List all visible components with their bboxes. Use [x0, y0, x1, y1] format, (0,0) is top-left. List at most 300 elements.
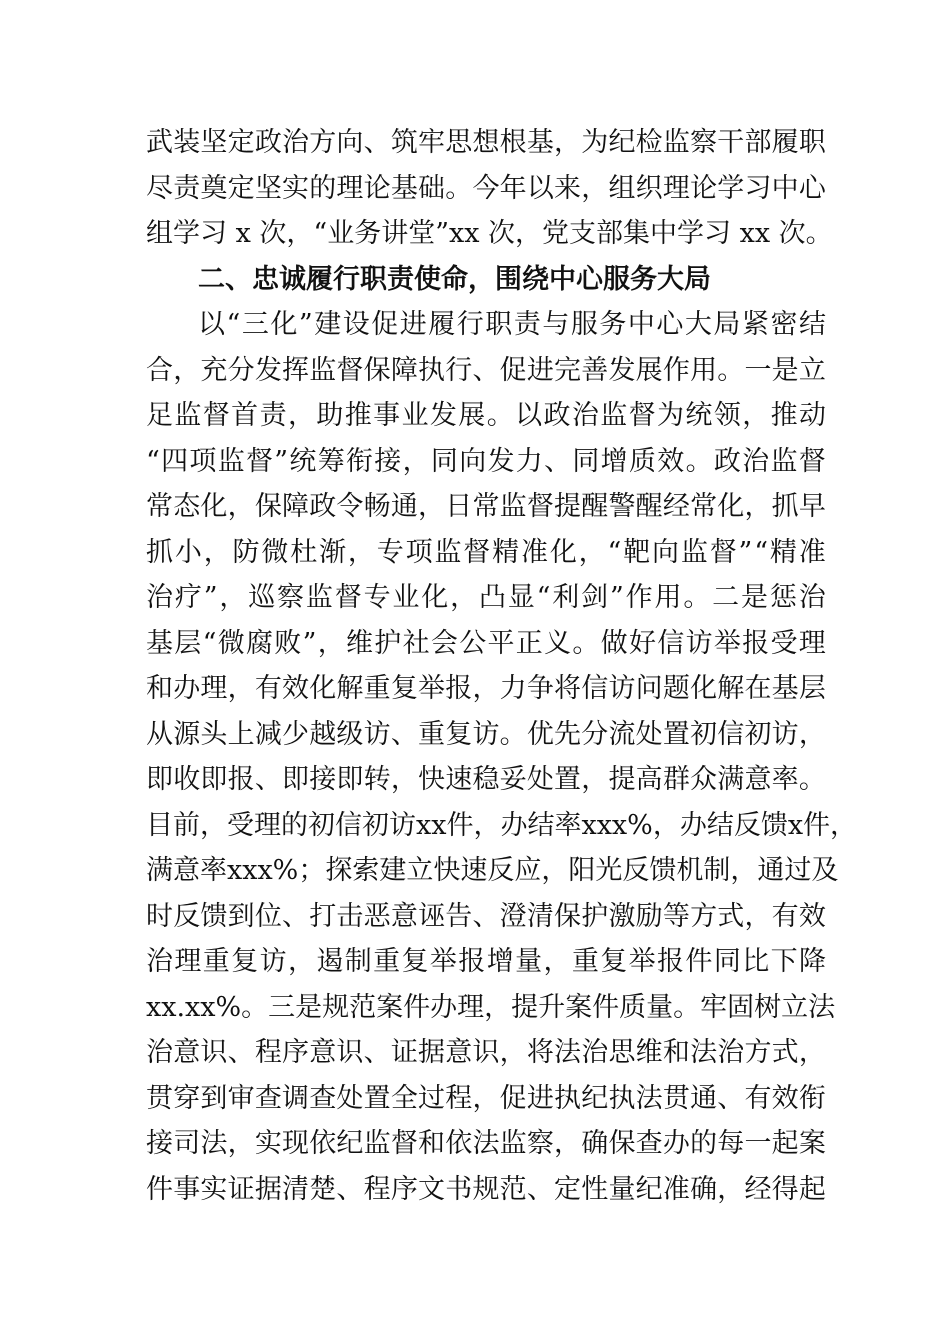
- glyph: x: [787, 809, 804, 841]
- glyph: 方: [690, 900, 718, 932]
- glyph: 增: [486, 946, 514, 977]
- glyph: 部: [744, 127, 772, 158]
- glyph: 案: [565, 991, 593, 1023]
- glyph: 证: [390, 1037, 418, 1068]
- glyph: 善: [581, 354, 609, 386]
- glyph: 信: [581, 673, 609, 704]
- glyph: 结: [706, 809, 734, 841]
- glyph: 件: [803, 809, 831, 841]
- glyph: 中: [627, 309, 655, 340]
- body-line: [146, 166, 826, 212]
- glyph: 督: [709, 536, 737, 568]
- glyph: 治: [146, 1037, 173, 1068]
- glyph: 为: [657, 400, 685, 431]
- glyph: 机: [676, 855, 704, 886]
- glyph: 基: [146, 627, 173, 659]
- glyph: 查: [635, 1128, 663, 1159]
- glyph: xxx%: [227, 855, 299, 886]
- glyph: 意: [173, 1037, 201, 1068]
- glyph: 障: [282, 491, 310, 522]
- glyph: 牢: [700, 991, 728, 1023]
- glyph: 效: [657, 445, 685, 477]
- glyph: 政: [713, 445, 741, 477]
- glyph: 定: [227, 127, 255, 158]
- glyph: 同: [572, 445, 600, 477]
- glyph: 、: [227, 1037, 255, 1068]
- glyph: ”: [203, 582, 218, 613]
- glyph: 理: [336, 172, 364, 204]
- glyph: 起: [798, 1173, 826, 1205]
- glyph: 减: [254, 718, 282, 750]
- glyph: 反: [487, 855, 515, 886]
- body-line: [146, 757, 826, 803]
- glyph: 依: [445, 1128, 473, 1159]
- glyph: 足: [146, 400, 173, 431]
- body-line: [146, 939, 826, 985]
- glyph: ，: [473, 809, 501, 841]
- glyph: ，: [652, 809, 680, 841]
- glyph: 保: [254, 491, 282, 522]
- glyph: ，: [287, 946, 315, 977]
- glyph: 质: [619, 991, 647, 1023]
- glyph: 。: [499, 718, 527, 750]
- glyph: 初: [362, 809, 389, 841]
- glyph: ，: [744, 491, 772, 522]
- glyph: xx: [416, 809, 447, 841]
- glyph: 准: [662, 1173, 690, 1205]
- glyph: 治: [146, 946, 173, 977]
- glyph: 基: [771, 673, 799, 704]
- glyph: 学: [717, 172, 745, 204]
- glyph: 处: [635, 718, 663, 750]
- glyph: 理: [254, 809, 281, 841]
- glyph: 渐: [319, 536, 347, 568]
- glyph: 通: [757, 855, 785, 886]
- glyph: 文: [418, 1173, 446, 1205]
- glyph: 政: [543, 400, 571, 431]
- body-line: [146, 1030, 826, 1076]
- glyph: 组: [608, 172, 636, 204]
- glyph: 础: [418, 172, 446, 204]
- glyph: 武: [146, 127, 173, 158]
- glyph: ，: [554, 1128, 582, 1159]
- glyph: 馈: [200, 900, 228, 932]
- glyph: 意: [445, 1037, 473, 1068]
- glyph: 做: [600, 627, 628, 659]
- glyph: 意: [309, 1037, 337, 1068]
- glyph: 助: [316, 400, 344, 431]
- glyph: 增: [600, 445, 628, 477]
- glyph: ，: [798, 1037, 826, 1068]
- glyph: “: [202, 627, 217, 659]
- glyph: 化: [309, 673, 337, 704]
- glyph: 论: [363, 172, 391, 204]
- glyph: 确: [581, 1128, 609, 1159]
- glyph: 以: [526, 172, 554, 204]
- glyph: 理: [662, 172, 690, 204]
- glyph: 审: [227, 1082, 255, 1114]
- glyph: 司: [173, 1128, 201, 1159]
- glyph: 级: [336, 718, 364, 750]
- glyph: 规: [472, 1173, 500, 1205]
- glyph: 报: [445, 673, 473, 704]
- glyph: 、: [363, 1037, 391, 1068]
- glyph: 调: [282, 1082, 310, 1114]
- glyph: 督: [798, 445, 826, 477]
- glyph: 性: [581, 1173, 609, 1205]
- glyph: 件: [446, 809, 474, 841]
- glyph: 到: [200, 1082, 228, 1114]
- glyph: 立: [781, 991, 809, 1023]
- glyph: 实: [282, 172, 310, 204]
- glyph: 众: [690, 764, 718, 795]
- glyph: 即: [146, 764, 173, 795]
- glyph: 效: [282, 673, 310, 704]
- glyph: 保: [363, 354, 391, 386]
- glyph: 解: [717, 673, 745, 704]
- glyph: 。: [241, 991, 269, 1023]
- glyph: ，: [402, 445, 430, 477]
- glyph: 降: [798, 946, 826, 977]
- glyph: 速: [445, 764, 473, 795]
- glyph: 击: [336, 900, 364, 932]
- glyph: 治: [717, 1037, 745, 1068]
- glyph: 有: [744, 1082, 772, 1114]
- glyph: 醒: [635, 491, 663, 522]
- section-heading: 二、忠诚履行职责使命，围绕中心服务大局: [198, 263, 711, 295]
- glyph: 义: [544, 627, 572, 659]
- glyph: 及: [811, 855, 839, 886]
- glyph: 复: [401, 946, 429, 977]
- glyph: 下: [770, 946, 798, 977]
- glyph: 立: [406, 855, 434, 886]
- glyph: ，: [541, 855, 569, 886]
- body-line: 组学习 x 次，“业务讲堂”xx 次，党支部集中学习 xx 次。: [146, 218, 833, 249]
- glyph: 发: [254, 354, 282, 386]
- glyph: 今: [472, 172, 500, 204]
- glyph: 反: [173, 900, 201, 932]
- glyph: 量: [515, 946, 543, 977]
- glyph: 提: [554, 491, 582, 522]
- glyph: 监: [662, 127, 690, 158]
- glyph: 初: [308, 809, 335, 841]
- glyph: 信: [335, 809, 362, 841]
- glyph: ，: [472, 1082, 500, 1114]
- body-line: [146, 1121, 826, 1167]
- glyph: 与: [542, 309, 570, 340]
- glyph: 信: [657, 627, 685, 659]
- glyph: 妥: [499, 764, 527, 795]
- glyph: 基: [526, 127, 554, 158]
- glyph: 序: [390, 1173, 418, 1205]
- glyph: ，: [744, 900, 772, 932]
- glyph: 障: [390, 354, 418, 386]
- glyph: “: [226, 309, 241, 340]
- glyph: 察: [690, 127, 718, 158]
- glyph: 告: [445, 900, 473, 932]
- glyph: 会: [430, 627, 458, 659]
- body-line: [146, 712, 826, 758]
- glyph: 即: [200, 764, 228, 795]
- glyph: 治: [798, 582, 826, 613]
- glyph: 经: [662, 491, 690, 522]
- glyph: 政: [254, 127, 282, 158]
- glyph: 想: [472, 127, 500, 158]
- glyph: 三: [241, 309, 269, 340]
- glyph: 提: [608, 764, 636, 795]
- glyph: 是: [741, 582, 768, 613]
- glyph: 件: [592, 991, 620, 1023]
- glyph: 执: [418, 354, 446, 386]
- glyph: 尽: [146, 172, 173, 204]
- glyph: 奠: [200, 172, 228, 204]
- glyph: 转: [363, 764, 391, 795]
- glyph: 惩: [769, 582, 797, 613]
- glyph: 察: [277, 582, 305, 613]
- glyph: 理: [200, 673, 228, 704]
- glyph: 访: [608, 673, 636, 704]
- glyph: 监: [217, 445, 245, 477]
- glyph: ”: [274, 445, 289, 477]
- glyph: 履: [771, 127, 799, 158]
- glyph: 督: [628, 400, 656, 431]
- glyph: 。: [717, 354, 745, 386]
- glyph: 纪: [635, 1173, 663, 1205]
- glyph: 监: [600, 400, 628, 431]
- glyph: 速: [460, 855, 488, 886]
- glyph: 是: [771, 354, 799, 386]
- glyph: 在: [744, 673, 772, 704]
- glyph: 保: [554, 900, 582, 932]
- glyph: 中: [771, 172, 799, 204]
- glyph: 二: [712, 582, 740, 613]
- glyph: 据: [418, 1037, 446, 1068]
- glyph: 满: [146, 855, 173, 886]
- glyph: 前: [173, 809, 200, 841]
- glyph: 纪: [336, 1128, 364, 1159]
- glyph: 衔: [798, 1082, 826, 1114]
- glyph: 重: [363, 673, 391, 704]
- glyph: 题: [662, 673, 690, 704]
- glyph: 的: [309, 172, 337, 204]
- glyph: 事: [373, 400, 401, 431]
- glyph: 法: [472, 1128, 500, 1159]
- glyph: 发: [487, 445, 515, 477]
- glyph: 督: [463, 536, 491, 568]
- glyph: ，: [578, 536, 606, 568]
- glyph: ，: [173, 354, 201, 386]
- glyph: 专: [376, 536, 404, 568]
- glyph: 坚: [254, 172, 282, 204]
- glyph: 醒: [581, 491, 609, 522]
- glyph: 合: [146, 354, 173, 386]
- glyph: 常: [472, 491, 500, 522]
- body-line: [146, 120, 826, 166]
- glyph: 办: [679, 809, 707, 841]
- glyph: 激: [608, 900, 636, 932]
- glyph: 馈: [649, 855, 677, 886]
- glyph: 靶: [623, 536, 651, 568]
- glyph: 准: [798, 536, 826, 568]
- glyph: 有: [254, 673, 282, 704]
- glyph: 将: [526, 1037, 554, 1068]
- glyph: ，: [227, 1128, 255, 1159]
- glyph: 作: [662, 354, 690, 386]
- glyph: 报: [227, 764, 255, 795]
- glyph: 量: [608, 1173, 636, 1205]
- glyph: 作: [625, 582, 653, 613]
- glyph: ，: [554, 127, 582, 158]
- glyph: 励: [635, 900, 663, 932]
- glyph: 。: [798, 764, 826, 795]
- glyph: 即: [282, 764, 310, 795]
- glyph: 索: [352, 855, 380, 886]
- glyph: 定: [554, 1173, 582, 1205]
- glyph: 访: [389, 809, 416, 841]
- glyph: 程: [363, 1173, 391, 1205]
- glyph: 务: [599, 309, 627, 340]
- glyph: 率: [771, 764, 799, 795]
- glyph: 衔: [346, 445, 373, 477]
- glyph: 处: [336, 1082, 364, 1114]
- glyph: 监: [305, 582, 333, 613]
- glyph: 责: [513, 309, 541, 340]
- glyph: 群: [662, 764, 690, 795]
- glyph: 抓: [771, 491, 799, 522]
- glyph: 起: [771, 1128, 799, 1159]
- glyph: 。: [685, 445, 713, 477]
- glyph: 访: [771, 718, 799, 750]
- glyph: 举: [418, 673, 446, 704]
- glyph: 法: [635, 1082, 663, 1114]
- glyph: 解: [336, 673, 364, 704]
- glyph: 法: [808, 991, 836, 1023]
- glyph: 履: [428, 309, 456, 340]
- glyph: 先: [554, 718, 582, 750]
- glyph: 治: [742, 445, 770, 477]
- glyph: 精: [492, 536, 520, 568]
- body-line: [146, 1076, 826, 1122]
- glyph: 化: [549, 536, 577, 568]
- glyph: 查: [309, 1082, 337, 1114]
- glyph: 快: [433, 855, 461, 886]
- glyph: ，: [450, 582, 478, 613]
- glyph: 抓: [146, 536, 173, 568]
- glyph: 重: [202, 946, 230, 977]
- glyph: 态: [173, 491, 201, 522]
- glyph: ，: [499, 1037, 527, 1068]
- glyph: 执: [554, 1082, 582, 1114]
- glyph: 展: [635, 354, 663, 386]
- glyph: ，: [581, 764, 609, 795]
- body-line: [146, 348, 826, 394]
- glyph: 责: [259, 400, 287, 431]
- glyph: 少: [282, 718, 310, 750]
- glyph: 质: [628, 445, 656, 477]
- glyph: 充: [200, 354, 228, 386]
- body-line: [146, 530, 826, 576]
- glyph: 访: [685, 627, 713, 659]
- glyph: 年: [499, 172, 527, 204]
- glyph: 接: [309, 764, 337, 795]
- glyph: 早: [798, 491, 826, 522]
- glyph: 好: [628, 627, 656, 659]
- glyph: 效: [771, 1082, 799, 1114]
- glyph: 穿: [173, 1082, 201, 1114]
- glyph: ”: [738, 536, 753, 568]
- glyph: 方: [309, 127, 337, 158]
- glyph: 结: [527, 809, 555, 841]
- glyph: 贯: [146, 1082, 173, 1114]
- glyph: 、: [472, 900, 500, 932]
- glyph: 督: [390, 1128, 418, 1159]
- glyph: 公: [459, 627, 487, 659]
- glyph: 显: [507, 582, 535, 613]
- glyph: ，: [742, 400, 770, 431]
- glyph: 行: [456, 309, 484, 340]
- glyph: 治: [581, 1037, 609, 1068]
- glyph: 头: [200, 718, 228, 750]
- glyph: 置: [662, 718, 690, 750]
- glyph: 定: [227, 172, 255, 204]
- glyph: 过: [784, 855, 812, 886]
- glyph: 力: [499, 673, 527, 704]
- glyph: 、: [526, 1173, 554, 1205]
- body-line: [146, 803, 858, 849]
- glyph: 式: [771, 1037, 799, 1068]
- body-line: [146, 621, 826, 667]
- glyph: “: [754, 536, 768, 568]
- glyph: 服: [570, 309, 598, 340]
- glyph: 的: [281, 809, 308, 841]
- glyph: ，: [287, 400, 315, 431]
- glyph: “: [146, 445, 160, 477]
- glyph: 微: [261, 536, 289, 568]
- glyph: 监: [309, 354, 337, 386]
- glyph: 诬: [418, 900, 446, 932]
- glyph: 时: [146, 900, 173, 932]
- glyph: 访: [472, 718, 500, 750]
- glyph: ，: [200, 809, 227, 841]
- glyph: 督: [334, 582, 362, 613]
- glyph: 制: [703, 855, 731, 886]
- glyph: 职: [798, 127, 826, 158]
- glyph: 来: [554, 172, 582, 204]
- glyph: 树: [754, 991, 782, 1023]
- glyph: 力: [515, 445, 543, 477]
- glyph: ，: [418, 491, 446, 522]
- glyph: 层: [174, 627, 202, 659]
- glyph: 识: [200, 1037, 228, 1068]
- glyph: 常: [690, 491, 718, 522]
- glyph: 社: [402, 627, 430, 659]
- glyph: 剑: [581, 582, 609, 613]
- glyph: 清: [282, 1173, 310, 1205]
- glyph: 化: [421, 582, 449, 613]
- glyph: 的: [690, 1128, 718, 1159]
- glyph: 干: [717, 127, 745, 158]
- glyph: 和: [418, 1128, 446, 1159]
- glyph: ，: [390, 764, 418, 795]
- body-line: [146, 575, 826, 621]
- glyph: 和: [146, 673, 173, 704]
- glyph: 初: [744, 718, 772, 750]
- glyph: 监: [770, 445, 798, 477]
- glyph: 坚: [200, 127, 228, 158]
- glyph: 、: [363, 127, 391, 158]
- glyph: 治: [571, 400, 599, 431]
- glyph: 通: [690, 1082, 718, 1114]
